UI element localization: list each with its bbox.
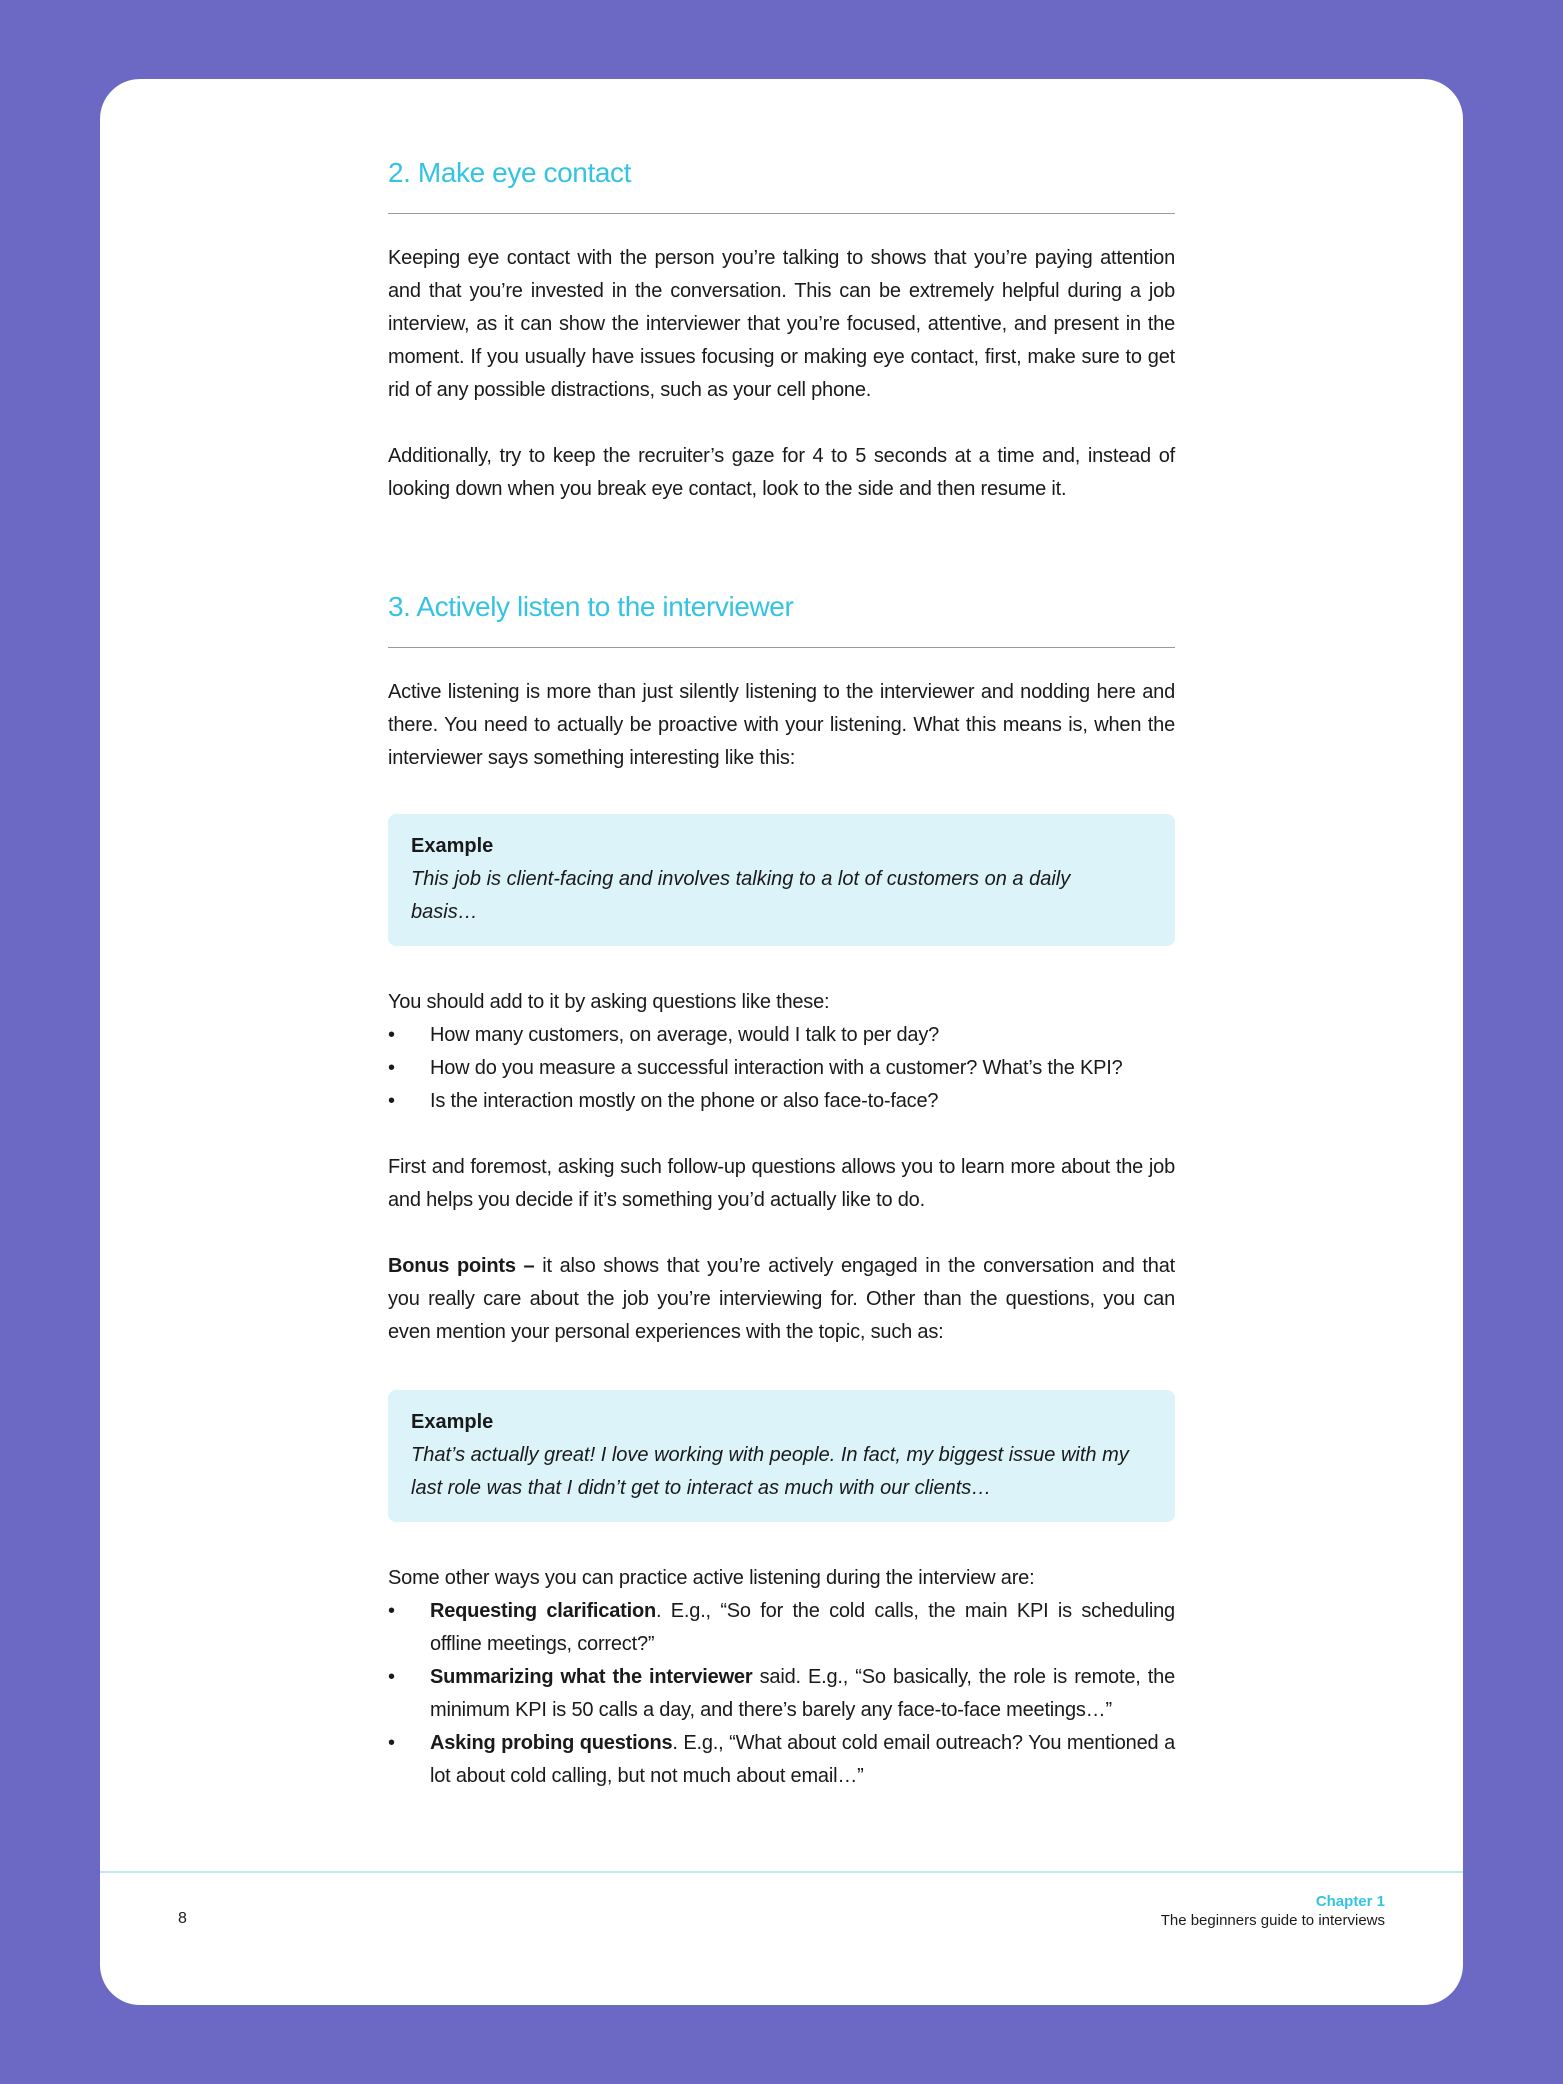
example-text: That’s actually great! I love working with people. In fact, my biggest issue with my last role was that I didn’t get to interact as much with our clients… (411, 1444, 1129, 1499)
list-item-text: Is the interaction mostly on the phone or also face-to-face? (430, 1090, 939, 1112)
questions-intro: You should add to it by asking questions like these: (388, 991, 830, 1013)
example-text: This job is client-facing and involves talking to a lot of customers on a daily basis… (411, 868, 1071, 923)
bonus-paragraph (388, 1250, 1175, 1349)
other-ways-list (388, 1595, 1175, 1793)
example-label: Example (411, 835, 494, 857)
guide-title: The beginners guide to interviews (1160, 1912, 1385, 1929)
list-item-text: . E.g., “What about cold email outreach? You mentioned a lot about cold calling, but not much about email…” (430, 1732, 1175, 1787)
questions-list (388, 1019, 1175, 1118)
list-item-text: said. E.g., “So basically, the role is remote, the minimum KPI is 50 calls a day, and there’s barely any face-to-face meetings…” (430, 1666, 1175, 1721)
section-heading-active-listening: 3. Actively listen to the interviewer (388, 591, 794, 622)
bonus-label: Bonus points – (388, 1255, 535, 1277)
list-item-text: How do you measure a successful interaction with a customer? What’s the KPI? (430, 1057, 1123, 1079)
bullet: • (388, 1666, 395, 1688)
list-item-bold: Requesting clarification (430, 1600, 656, 1622)
list-item-bold: Summarizing what the interviewer (430, 1666, 753, 1688)
page-content (388, 151, 1175, 1793)
footer-divider (100, 1871, 1463, 1873)
list-item-text: . E.g., “So for the cold calls, the main KPI is scheduling offline meetings, correct?” (430, 1600, 1175, 1655)
bullet: • (388, 1024, 395, 1046)
section-heading-eye-contact: 2. Make eye contact (388, 157, 631, 188)
section-active-listening (388, 585, 1175, 1793)
bullet: • (388, 1600, 395, 1622)
heading-divider (388, 647, 1175, 648)
list-item (388, 1727, 1175, 1793)
followup-paragraph: First and foremost, asking such follow-up questions allows you to learn more about the job and helps you decide if it’s something you’d actually like to do. (388, 1156, 1175, 1211)
list-item-bold: Asking probing questions (430, 1732, 673, 1754)
list-item (388, 1085, 1175, 1118)
list-item-text: How many customers, on average, would I talk to per day? (430, 1024, 940, 1046)
other-ways-intro: Some other ways you can practice active listening during the interview are: (388, 1567, 1035, 1589)
list-item (388, 1052, 1175, 1085)
chapter-label: Chapter 1 (1315, 1893, 1385, 1910)
document-page (100, 79, 1463, 2005)
eye-contact-paragraph-1: Keeping eye contact with the person you’re talking to shows that you’re paying attention and that you’re invested in the conversation. This can be extremely helpful during a job interview, as it can show the interviewer that you’re focused, attentive, and present in the moment. If you usually have issues focusing or making eye contact, first, make sure to get rid of any possible distractions, such as your cell phone. (388, 247, 1175, 401)
example-box-1 (388, 814, 1175, 946)
example-box-2 (388, 1390, 1175, 1522)
footer-chapter-info (1161, 1892, 1385, 1930)
example-label: Example (411, 1411, 494, 1433)
list-item (388, 1019, 1175, 1052)
bonus-text: it also shows that you’re actively engaged in the conversation and that you really care about the job you’re interviewing for. Other than the questions, you can even mention your personal experiences with the topic, such as: (388, 1255, 1175, 1343)
list-item (388, 1661, 1175, 1727)
page-number: 8 (178, 1910, 187, 1927)
section-eye-contact (388, 151, 1175, 506)
eye-contact-paragraph-2: Additionally, try to keep the recruiter’s gaze for 4 to 5 seconds at a time and, instead of looking down when you break eye contact, look to the side and then resume it. (388, 445, 1175, 500)
bullet: • (388, 1090, 395, 1112)
list-item (388, 1595, 1175, 1661)
active-listening-intro: Active listening is more than just silently listening to the interviewer and nodding here and there. You need to actually be proactive with your listening. What this means is, when the interviewer says something interesting like this: (388, 681, 1175, 769)
bullet: • (388, 1732, 395, 1754)
heading-divider (388, 213, 1175, 214)
bullet: • (388, 1057, 395, 1079)
